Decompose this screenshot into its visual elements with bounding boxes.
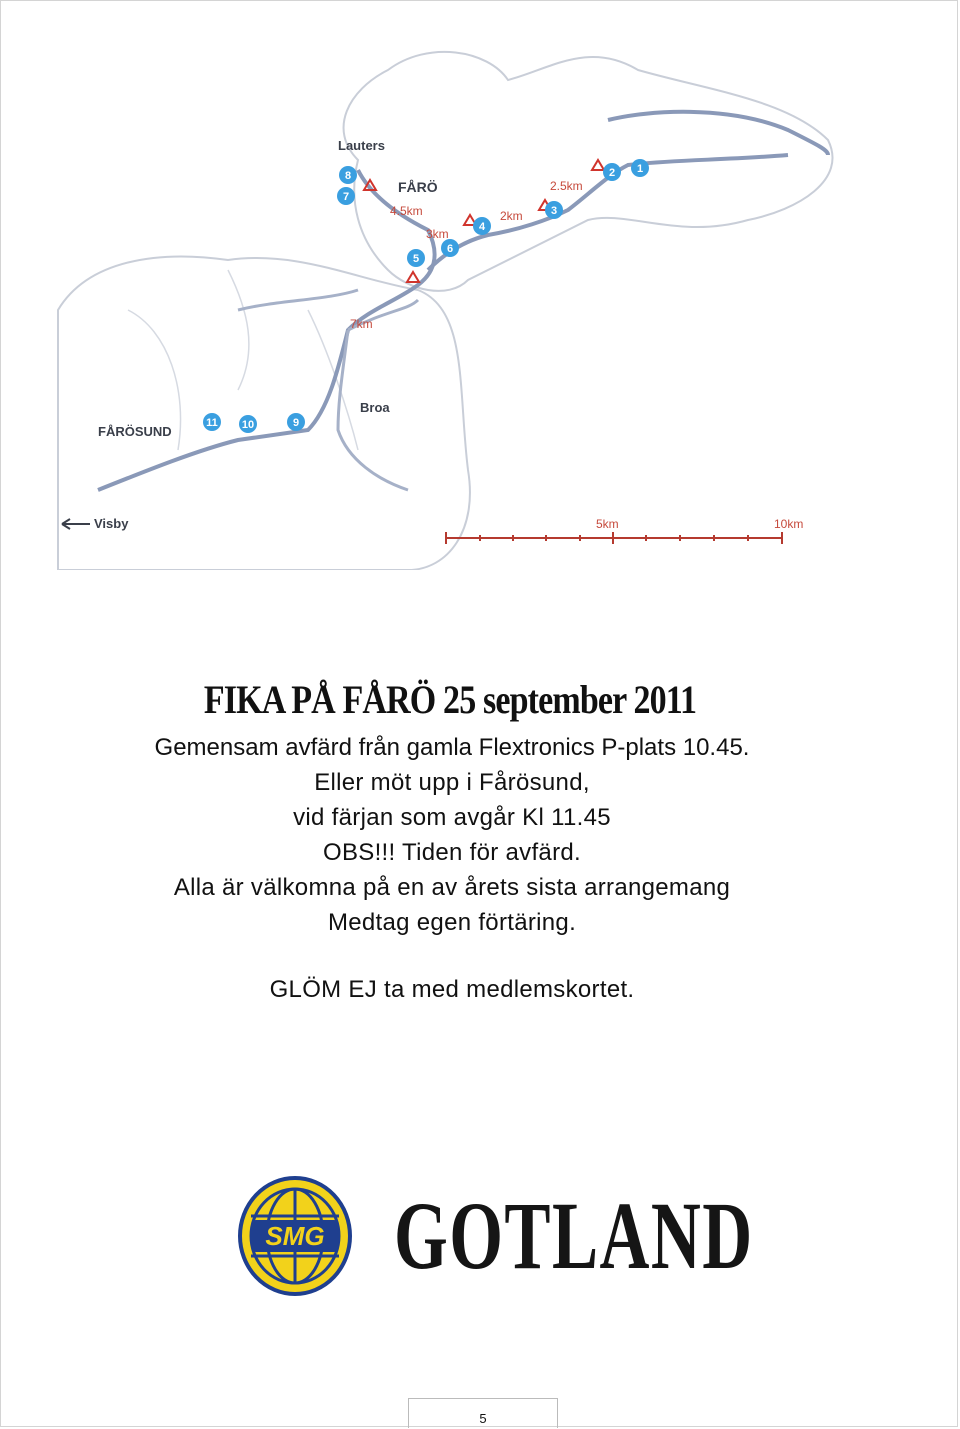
svg-text:5: 5 — [412, 253, 420, 265]
detail-line-obs: OBS!!! Tiden för avfärd. — [323, 839, 581, 866]
marker-8 — [339, 166, 357, 184]
road-east — [608, 112, 828, 155]
svg-text:1: 1 — [636, 163, 644, 175]
page-number: 5 — [479, 1411, 487, 1426]
marker-6 — [441, 239, 459, 257]
place-faro: FÅRÖ — [398, 179, 438, 195]
marker-1 — [631, 159, 649, 177]
detail-line-food: Medtag egen förtäring. — [327, 909, 577, 936]
detail-line-welcome: Alla är välkomna på en av årets sista arrangemang — [173, 874, 731, 901]
distance-4-5km: 4.5km — [390, 204, 423, 218]
marker-9 — [287, 413, 305, 431]
distance-7km: 7km — [350, 317, 373, 331]
marker-5 — [407, 249, 425, 267]
detail-line-ferry: vid färjan som avgår Kl 11.45 — [293, 804, 611, 831]
scale-label-5km: 5km — [596, 517, 619, 531]
svg-text:6: 6 — [446, 243, 454, 255]
smg-logo — [238, 1176, 352, 1296]
distance-3km: 3km — [426, 227, 449, 241]
event-title: FIKA PÅ FÅRÖ 25 september 2011 — [203, 677, 697, 722]
detail-line-departure: Gemensam avfärd från gamla Flextronics P-plats 10.45. — [154, 734, 750, 761]
event-details — [0, 730, 904, 1007]
route-map — [28, 10, 848, 570]
svg-text:7: 7 — [342, 191, 350, 203]
distance-2-5km: 2.5km — [550, 179, 583, 193]
marker-10 — [239, 415, 257, 433]
place-visby: Visby — [94, 516, 129, 531]
marker-3 — [545, 201, 563, 219]
scale-label-10km: 10km — [774, 517, 804, 531]
warning-triangle-icon — [407, 272, 419, 282]
svg-text:2: 2 — [608, 167, 616, 179]
svg-text:4: 4 — [478, 221, 486, 233]
reminder-line: GLÖM EJ ta med medlemskortet. — [269, 976, 635, 1003]
marker-2 — [603, 163, 621, 181]
svg-text:11: 11 — [206, 417, 218, 429]
map-graphic — [28, 10, 848, 570]
road-branch — [238, 290, 418, 330]
place-broa: Broa — [360, 400, 390, 415]
warning-triangle-icon — [592, 160, 604, 170]
marker-7 — [337, 187, 355, 205]
road-main — [98, 170, 435, 490]
svg-text:3: 3 — [550, 205, 558, 217]
scale-bar — [446, 517, 803, 544]
svg-text:9: 9 — [292, 417, 300, 429]
detail-line-meet: Eller möt upp i Fårösund, — [314, 769, 590, 796]
visby-arrow-icon — [62, 519, 90, 529]
svg-text:SMG: SMG — [265, 1221, 325, 1251]
place-farosund: FÅRÖSUND — [98, 424, 172, 439]
gotland-wordmark: GOTLAND — [394, 1182, 754, 1289]
marker-11 — [203, 413, 221, 431]
marker-4 — [473, 217, 491, 235]
distance-2km: 2km — [500, 209, 523, 223]
place-lauters: Lauters — [338, 138, 385, 153]
page-number-box — [408, 1398, 558, 1428]
svg-text:10: 10 — [241, 419, 255, 431]
svg-text:8: 8 — [344, 170, 352, 182]
